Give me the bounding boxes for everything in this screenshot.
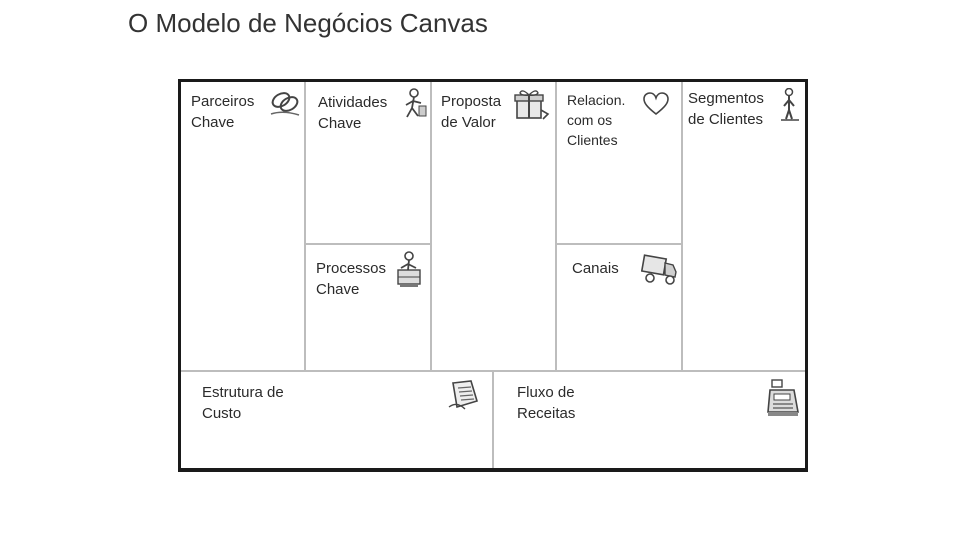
cash-register-icon [766,378,800,418]
gift-box-icon [514,88,550,122]
key-partners-label: Parceiros Chave [191,93,255,131]
price-tag-icon [447,379,481,411]
factory-worker-icon [394,251,424,289]
cost-structure-label: Estrutura de Custo [202,384,284,422]
customer-segments-label: Segmentos de Clientes [688,90,764,128]
customer-relationships-block [557,82,683,245]
key-activities-block [306,82,432,245]
revenue-streams-label: Fluxo de Receitas [517,384,576,422]
person-icon [779,88,801,122]
cost-structure-block [181,370,494,468]
key-resources-block [306,245,432,370]
customer-relationships-label: Relacion. com os Clientes [567,92,626,148]
channels-block [557,245,683,370]
worker-icon [402,88,428,120]
key-resources-label: Processos Chave [316,260,387,298]
key-partners-block [181,82,306,370]
value-proposition-label: Proposta de Valor [441,93,502,131]
business-model-canvas [178,79,808,472]
customer-segments-block [683,82,805,370]
chain-link-icon [269,88,301,118]
page-title: O Modelo de Negócios Canvas [128,8,488,38]
key-activities-label: Atividades Chave [318,94,388,132]
value-proposition-block [432,82,557,370]
channels-label: Canais [572,260,619,277]
delivery-truck-icon [641,253,679,285]
heart-icon [643,92,669,116]
revenue-streams-block [494,370,805,468]
